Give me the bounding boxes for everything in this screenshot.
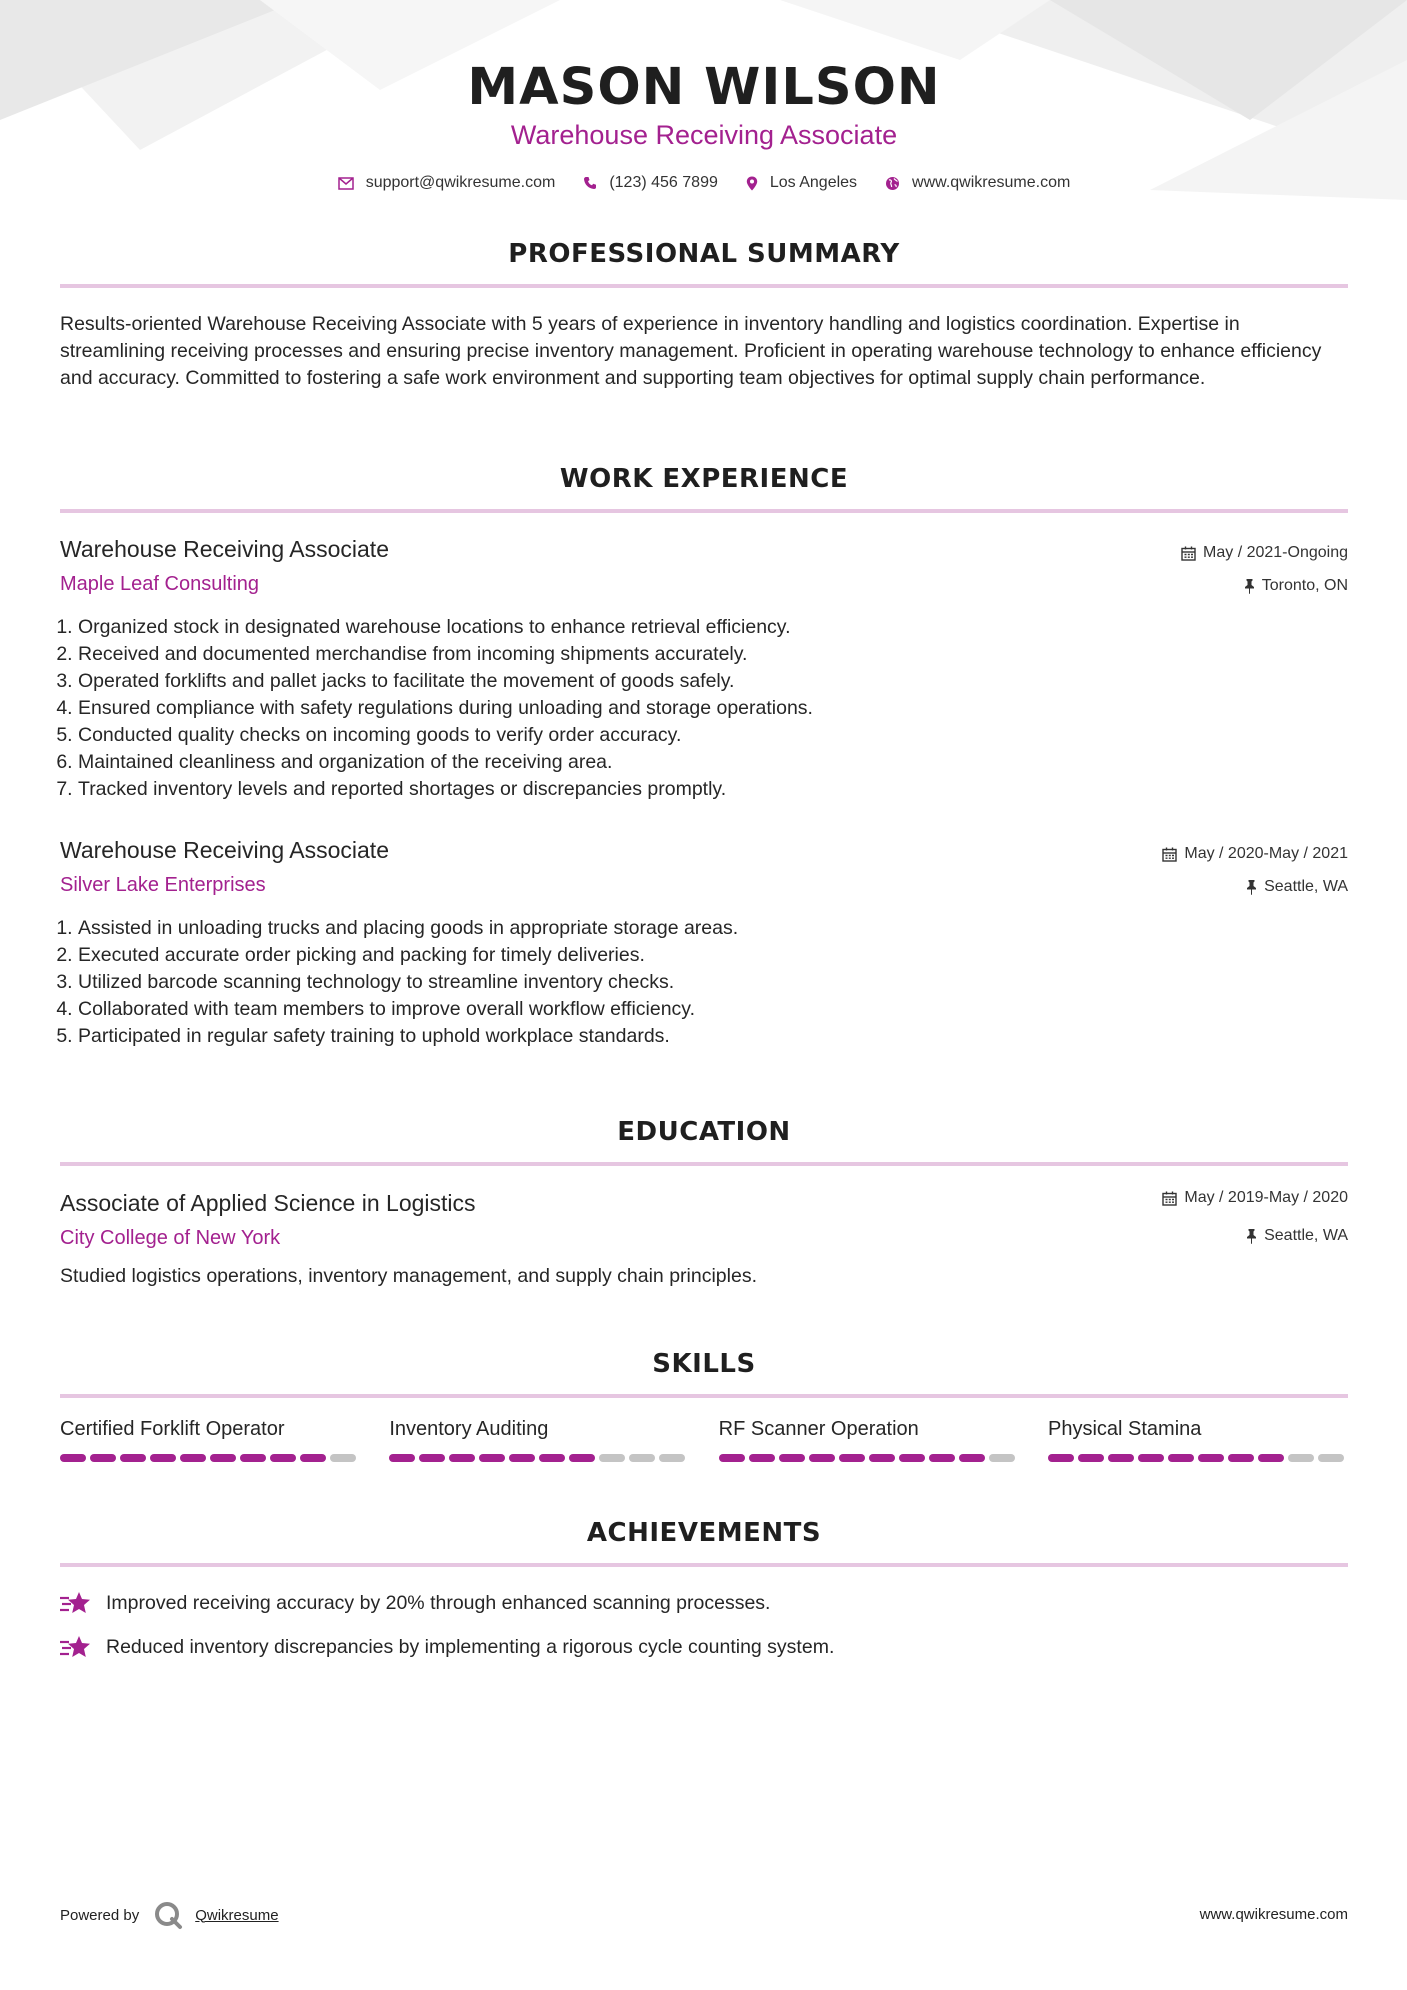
summary-divider [60, 284, 1348, 288]
list-item: 2. Received and documented merchandise from incoming shipments accurately. [78, 641, 813, 668]
candidate-name: MASON WILSON [467, 58, 941, 117]
education-divider [60, 1162, 1348, 1166]
skill-dot-filled [839, 1454, 865, 1462]
skill-dot-filled [389, 1454, 415, 1462]
education-location [1246, 1227, 1348, 1245]
skill-dot-empty [330, 1454, 356, 1462]
skill-dot-filled [479, 1454, 505, 1462]
education-date [1162, 1189, 1348, 1207]
calendar-icon [1181, 546, 1196, 561]
contact-email-text: support@qwikresume.com [365, 174, 556, 191]
skill-dot-empty [599, 1454, 625, 1462]
degree-title: Associate of Applied Science in Logistics [60, 1190, 476, 1216]
skill-dot-filled [240, 1454, 266, 1462]
company-name: Silver Lake Enterprises [60, 874, 266, 896]
skill-dot-filled [1048, 1454, 1074, 1462]
globe-icon [885, 176, 900, 191]
skill-dot-empty [1288, 1454, 1314, 1462]
skill-dot-filled [210, 1454, 236, 1462]
shooting-star-icon [60, 1590, 92, 1616]
candidate-role: Warehouse Receiving Associate [510, 120, 898, 150]
job-bullets [60, 915, 738, 1050]
pushpin-icon [1244, 578, 1255, 594]
map-pin-icon [746, 176, 758, 191]
achievements-divider [60, 1563, 1348, 1567]
skill-dot-filled [929, 1454, 955, 1462]
skill-dot-filled [779, 1454, 805, 1462]
skill-dot-filled [120, 1454, 146, 1462]
footer-powered-by [60, 1900, 279, 1930]
skill-dot-filled [1138, 1454, 1164, 1462]
skill-dot-filled [90, 1454, 116, 1462]
list-item: 6. Maintained cleanliness and organization of the receiving area. [78, 749, 813, 776]
skills-heading: SKILLS [652, 1349, 756, 1379]
skill-dot-filled [809, 1454, 835, 1462]
company-name: Maple Leaf Consulting [60, 573, 260, 595]
skill-dot-filled [300, 1454, 326, 1462]
job-bullets [60, 614, 813, 803]
skill-name: Certified Forklift Operator [60, 1418, 285, 1440]
shooting-star-icon [60, 1634, 92, 1660]
job-title: Warehouse Receiving Associate [60, 536, 389, 562]
skill-dot-filled [1198, 1454, 1224, 1462]
skill-dot-empty [1318, 1454, 1344, 1462]
skill-dot-filled [719, 1454, 745, 1462]
list-item: 3. Operated forklifts and pallet jacks to facilitate the movement of goods safely. [78, 668, 813, 695]
skill-dot-filled [449, 1454, 475, 1462]
skill-dot-filled [1168, 1454, 1194, 1462]
skill-dot-filled [1258, 1454, 1284, 1462]
contact-email[interactable] [338, 174, 556, 192]
education-date-text: May / 2019-May / 2020 [1184, 1189, 1348, 1206]
achievement-text: Reduced inventory discrepancies by implementing a rigorous cycle counting system. [106, 1635, 835, 1658]
skill-dot-filled [509, 1454, 535, 1462]
skill-item [719, 1418, 1019, 1462]
school-name: City College of New York [60, 1227, 281, 1249]
job-location [1244, 577, 1348, 595]
job-date [1162, 845, 1348, 863]
skill-dot-filled [749, 1454, 775, 1462]
pushpin-icon [1246, 879, 1257, 895]
skill-dot-filled [1228, 1454, 1254, 1462]
achievements-heading: ACHIEVEMENTS [586, 1518, 822, 1548]
skill-dot-filled [60, 1454, 86, 1462]
skill-dot-filled [869, 1454, 895, 1462]
list-item: 7. Tracked inventory levels and reported shortages or discrepancies promptly. [78, 776, 813, 803]
skill-level-bar [389, 1454, 689, 1462]
list-item: 1. Assisted in unloading trucks and placing goods in appropriate storage areas. [78, 915, 738, 942]
list-item: 5. Conducted quality checks on incoming goods to verify order accuracy. [78, 722, 813, 749]
skill-dot-filled [899, 1454, 925, 1462]
contact-website[interactable] [885, 174, 1070, 192]
skill-dot-filled [1108, 1454, 1134, 1462]
experience-heading: WORK EXPERIENCE [559, 464, 849, 494]
list-item: 1. Organized stock in designated warehouse locations to enhance retrieval efficiency. [78, 614, 813, 641]
contact-website-text: www.qwikresume.com [912, 174, 1071, 191]
calendar-icon [1162, 1191, 1177, 1206]
contact-bar [60, 174, 1348, 192]
skill-dot-filled [419, 1454, 445, 1462]
list-item: 2. Executed accurate order picking and packing for timely deliveries. [78, 942, 738, 969]
experience-divider [60, 509, 1348, 513]
contact-location-text: Los Angeles [769, 174, 858, 191]
summary-text: Results-oriented Warehouse Receiving Associate with 5 years of experience in inventory handling and logistics coordination. Expertise in streamlining receiving processes and ensuring precise inventory management. Proficient in operating warehouse technology to enhance efficiency and accuracy. Committed to fostering a safe work environment and supporting team objectives for optimal supply chain performance. [60, 313, 1322, 389]
skill-dot-empty [659, 1454, 685, 1462]
skills-divider [60, 1394, 1348, 1398]
job-title: Warehouse Receiving Associate [60, 837, 389, 863]
list-item: 5. Participated in regular safety training to uphold workplace standards. [78, 1023, 738, 1050]
phone-icon [583, 176, 597, 190]
pushpin-icon [1246, 1228, 1257, 1244]
skill-level-bar [1048, 1454, 1348, 1462]
skills-list [60, 1418, 1348, 1462]
skill-name: Inventory Auditing [389, 1418, 549, 1440]
contact-phone[interactable] [583, 174, 718, 192]
skill-item [1048, 1418, 1348, 1462]
list-item: 3. Utilized barcode scanning technology to streamline inventory checks. [78, 969, 738, 996]
list-item: 4. Collaborated with team members to improve overall workflow efficiency. [78, 996, 738, 1023]
contact-phone-text: (123) 456 7899 [609, 174, 718, 191]
skill-dot-empty [989, 1454, 1015, 1462]
skill-dot-filled [959, 1454, 985, 1462]
job-location-text: Seattle, WA [1264, 878, 1348, 895]
contact-location [746, 174, 857, 192]
achievement-text: Improved receiving accuracy by 20% through enhanced scanning processes. [106, 1591, 771, 1614]
footer-url[interactable]: www.qwikresume.com [1199, 1906, 1348, 1923]
education-heading: EDUCATION [617, 1117, 791, 1147]
skill-name: Physical Stamina [1047, 1418, 1202, 1440]
skill-dot-filled [1078, 1454, 1104, 1462]
skill-dot-filled [180, 1454, 206, 1462]
powered-by-label: Powered by [60, 1906, 140, 1924]
skill-dot-filled [539, 1454, 565, 1462]
qwikresume-link[interactable]: Qwikresume [195, 1906, 279, 1924]
calendar-icon [1162, 847, 1177, 862]
education-location-text: Seattle, WA [1264, 1227, 1348, 1244]
job-date [1181, 544, 1348, 562]
job-location [1246, 878, 1348, 896]
skill-dot-empty [629, 1454, 655, 1462]
achievement-item [60, 1634, 834, 1660]
achievement-item [60, 1590, 770, 1616]
skill-name: RF Scanner Operation [718, 1418, 919, 1440]
job-date-text: May / 2021-Ongoing [1203, 544, 1348, 561]
list-item: 4. Ensured compliance with safety regulations during unloading and storage operations. [78, 695, 813, 722]
skill-dot-filled [270, 1454, 296, 1462]
summary-heading: PROFESSIONAL SUMMARY [508, 239, 900, 269]
skill-level-bar [719, 1454, 1019, 1462]
skill-item [60, 1418, 360, 1462]
skill-item [389, 1418, 689, 1462]
skill-level-bar [60, 1454, 360, 1462]
job-date-text: May / 2020-May / 2021 [1184, 845, 1348, 862]
skill-dot-filled [150, 1454, 176, 1462]
qwikresume-logo-icon [153, 1900, 183, 1930]
job-location-text: Toronto, ON [1261, 577, 1348, 594]
education-description: Studied logistics operations, inventory management, and supply chain principles. [60, 1265, 757, 1287]
skill-dot-filled [569, 1454, 595, 1462]
envelope-icon [338, 177, 354, 190]
